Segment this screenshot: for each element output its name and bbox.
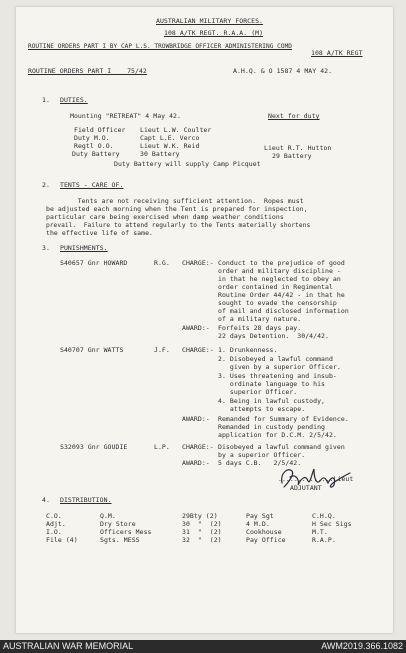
distribution-cell: Pay Sgt bbox=[246, 512, 274, 520]
section-4-number: 4. bbox=[42, 496, 50, 504]
distribution-cell: File (4) bbox=[46, 536, 78, 544]
footer-institution: AUSTRALIAN WAR MEMORIAL bbox=[3, 641, 134, 651]
distribution-cell: Dry Store bbox=[100, 520, 136, 528]
adjutant-label: ADJUTANT bbox=[290, 484, 322, 492]
charge-line: given by a superior Officer. bbox=[218, 363, 341, 371]
tents-text-line: prevail. Failure to attend regularly to the Tents materially shortens bbox=[46, 222, 311, 229]
tents-text-line: Tents are not receiving sufficient attention. Ropes must bbox=[46, 197, 304, 205]
charge-line: of mail and disclosed information bbox=[218, 307, 349, 315]
duty-next: Lieut R.T. Hutton bbox=[264, 144, 332, 152]
charge-line: by a superior Officer. bbox=[218, 451, 306, 459]
header-line-1: AUSTRALIAN MILITARY FORCES. bbox=[156, 17, 264, 25]
distribution-cell: Adjt. bbox=[46, 520, 66, 528]
duty-role: Regtl O.O. bbox=[74, 142, 114, 150]
duty-name: Capt L.E. Verco bbox=[140, 134, 200, 142]
charge-line: sought to evade the censorship bbox=[218, 299, 337, 307]
duty-name: Lieut W.K. Reid bbox=[140, 142, 200, 150]
award-line: application for D.C.M. 2/5/42. bbox=[218, 431, 337, 439]
duty-role: Duty Battery bbox=[72, 150, 120, 158]
charge-line: 4. Being in lawful custody, bbox=[218, 397, 326, 405]
charge-line: Conduct to the prejudice of good bbox=[218, 259, 345, 267]
duty-role: Field Officer bbox=[74, 126, 126, 134]
section-1-title: DUTIES. bbox=[60, 96, 88, 104]
header-line-2: 108 A/TK REGT. R.A.A. (M) bbox=[164, 29, 264, 37]
award-line: 5 days C.B. 2/5/42. bbox=[218, 459, 302, 467]
distribution-cell: C.O. bbox=[46, 512, 62, 520]
charge-line: 2. Disobeyed a lawful command bbox=[218, 355, 333, 363]
case-initials: R.G. bbox=[154, 259, 170, 267]
case-soldier: S40707 Gnr WATTS bbox=[60, 346, 124, 354]
distribution-cell: Sgts. MESS bbox=[100, 536, 140, 544]
charge-line: order and military discipline - bbox=[218, 267, 341, 275]
duty-role: Duty M.O. bbox=[74, 134, 110, 142]
award-line: 22 days Detention. 30/4/42. bbox=[218, 332, 329, 340]
charge-line: attempts to escape. bbox=[218, 405, 306, 413]
tents-text-line: particular care being exercised when damp weather conditions bbox=[46, 213, 284, 221]
charge-label: CHARGE:- bbox=[182, 259, 214, 267]
case-initials: J.F. bbox=[154, 346, 170, 354]
distribution-cell: 30 " (2) bbox=[182, 520, 222, 528]
case-initials: L.P. bbox=[154, 443, 170, 451]
charge-line: Routine Order 44/42 - in that he bbox=[218, 291, 345, 299]
tents-text-line: the effective life of same. bbox=[46, 229, 154, 237]
routine-orders-label: ROUTINE ORDERS PART I 75/42 bbox=[28, 67, 147, 75]
charge-line: of a military nature. bbox=[218, 315, 302, 323]
distribution-cell: R.A.P. bbox=[312, 536, 336, 544]
header-line-3: ROUTINE ORDERS PART I BY CAP L.S. TROWBRIDGE OFFICER ADMINISTERING COMD bbox=[28, 43, 293, 50]
award-label: AWARD:- bbox=[182, 415, 210, 423]
distribution-cell: Pay Office bbox=[246, 536, 286, 544]
distribution-cell: Q.M. bbox=[100, 512, 116, 520]
duty-next: 29 Battery bbox=[272, 152, 312, 160]
next-for-duty-heading: Next for duty bbox=[268, 112, 320, 120]
section-3-number: 3. bbox=[42, 244, 50, 252]
case-soldier: S32093 Gnr GOUDIE bbox=[60, 443, 128, 451]
distribution-cell: 31 " (2) bbox=[182, 528, 222, 536]
award-line: Forfeits 28 days pay. bbox=[218, 324, 302, 332]
award-label: AWARD:- bbox=[182, 324, 210, 332]
charge-line: in that he neglected to obey an bbox=[218, 275, 341, 283]
duties-mounting: Mounting "RETREAT" 4 May 42. bbox=[70, 112, 181, 120]
distribution-cell: 4 M.D. bbox=[246, 520, 270, 528]
section-2-title: TENTS - CARE OF. bbox=[60, 181, 124, 189]
document-page bbox=[16, 7, 393, 633]
award-line: Remanded for Summary of Evidence. bbox=[218, 415, 349, 423]
charge-line: Disobeyed a lawful command given bbox=[218, 443, 345, 451]
distribution-cell: Cookhouse bbox=[246, 528, 282, 536]
distribution-cell: 29Bty (2) bbox=[182, 512, 218, 520]
charge-line: 3. Uses threatening and insub- bbox=[218, 372, 337, 380]
section-2-number: 2. bbox=[42, 181, 50, 189]
tents-text-line: be adjusted each morning when the Tent is prepared for inspection, bbox=[46, 205, 308, 213]
duty-picquet-note: Duty Battery will supply Camp Picquet bbox=[114, 160, 261, 168]
section-1-number: 1. bbox=[42, 96, 50, 104]
section-3-title: PUNISHMENTS. bbox=[60, 244, 108, 252]
case-soldier: S40657 Gnr HOWARD bbox=[60, 259, 128, 267]
duty-name: 30 Battery bbox=[140, 150, 180, 158]
award-label: AWARD:- bbox=[182, 459, 210, 467]
duty-name: Lieut L.W. Coulter bbox=[140, 126, 212, 134]
charge-line: order contained in Regimental bbox=[218, 283, 333, 291]
distribution-cell: M.T. bbox=[312, 528, 328, 536]
charge-line: 1. Drunkenness. bbox=[218, 346, 278, 354]
distribution-cell: I.O. bbox=[46, 528, 62, 536]
signature-line: ..............Lieut bbox=[278, 475, 354, 483]
charge-line: superior Officer. bbox=[218, 388, 298, 396]
header-line-4: 108 A/TK REGT bbox=[311, 49, 363, 57]
distribution-cell: C.H.Q. bbox=[312, 512, 336, 520]
charge-label: CHARGE:- bbox=[182, 443, 214, 451]
distribution-cell: Officers Mess bbox=[100, 528, 152, 536]
section-4-title: DISTRIBUTION. bbox=[60, 496, 112, 504]
distribution-cell: 32 " (2) bbox=[182, 536, 222, 544]
footer-accession-number: AWM2019.366.1082 bbox=[321, 641, 403, 651]
award-line: Remanded in custody pending bbox=[218, 423, 326, 431]
reference-line: A.H.Q. & O 1587 4 MAY 42. bbox=[233, 67, 333, 75]
charge-line: ordinate language to his bbox=[218, 380, 326, 388]
distribution-cell: H Sec Sigs bbox=[312, 520, 352, 528]
charge-label: CHARGE:- bbox=[182, 346, 214, 354]
archive-footer bbox=[0, 640, 406, 653]
